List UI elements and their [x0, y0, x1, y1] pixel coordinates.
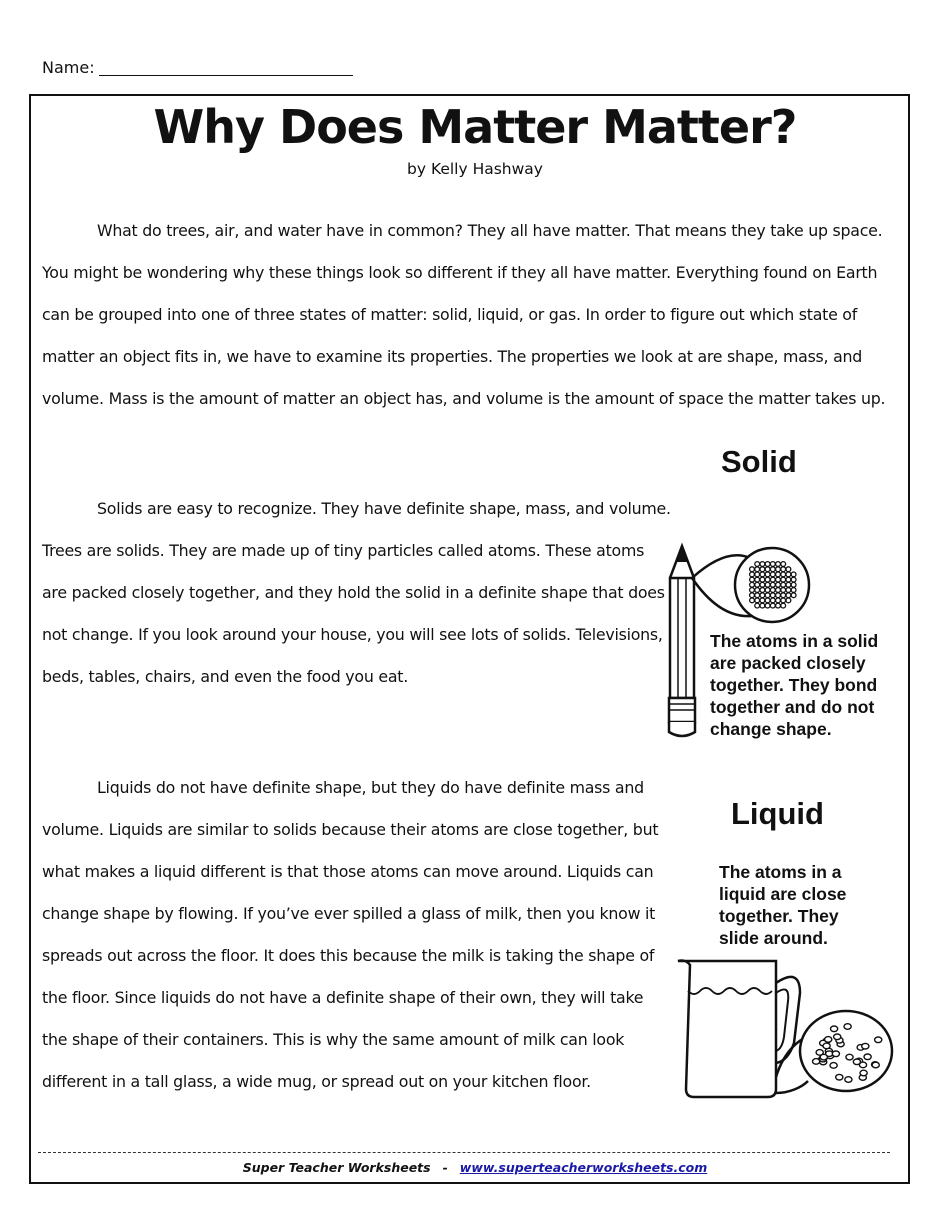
liquid-atom — [830, 1063, 837, 1069]
solid-atom — [776, 603, 781, 608]
solid-atom — [770, 562, 775, 567]
solid-atom — [760, 567, 765, 572]
solid-atom — [781, 562, 786, 567]
solid-atom — [755, 567, 760, 572]
solid-atom — [760, 562, 765, 567]
solid-atom — [786, 567, 791, 572]
solid-atom — [776, 567, 781, 572]
liquid-atom — [846, 1054, 853, 1060]
liquid-atom — [832, 1051, 839, 1057]
solid-atom — [791, 577, 796, 582]
liquid-atom — [831, 1026, 838, 1032]
solid-atom — [750, 598, 755, 603]
solid-atom — [781, 572, 786, 577]
solid-atom — [765, 593, 770, 598]
liquid-atom — [844, 1024, 851, 1030]
solid-atom — [770, 567, 775, 572]
paragraph-liquids: Liquids do not have definite shape, but they do have definite mass and volume. Liquids are similar to solids because their atoms are close together, but what makes a liquid different is that those atoms can move around. Liquids can change shape by flowing. If you’ve ever spilled a glass of milk, then you know it spreads out across the floor. It does this because the milk is taking the shape of the floor. Since liquids do not have a definite shape of their own, they will take the shape of their containers. This is why the same amount of milk can look different in a tall glass, a wide mug, or spread out on your kitchen floor. — [42, 778, 659, 1091]
footer-divider — [38, 1152, 890, 1153]
solid-atom — [765, 582, 770, 587]
solid-atom — [760, 598, 765, 603]
solid-atom — [791, 572, 796, 577]
solid-atom — [776, 593, 781, 598]
solid-caption-line: The atoms in a solid — [710, 631, 879, 651]
pitcher-icon — [672, 953, 912, 1103]
solid-atom — [750, 593, 755, 598]
solid-atom — [765, 567, 770, 572]
liquid-atom — [872, 1062, 879, 1068]
solid-atom — [770, 603, 775, 608]
solid-atom — [755, 582, 760, 587]
solid-atom — [776, 582, 781, 587]
solid-atom — [750, 582, 755, 587]
solid-atom — [781, 588, 786, 593]
solid-atom — [750, 567, 755, 572]
solid-atom — [755, 572, 760, 577]
solid-caption-line: together. They bond — [710, 675, 878, 695]
liquid-heading: Liquid — [731, 796, 824, 831]
liquid-caption-line: slide around. — [719, 928, 828, 948]
solid-atom — [781, 567, 786, 572]
byline: by Kelly Hashway — [407, 160, 543, 178]
liquid-atom — [820, 1054, 827, 1060]
solid-atom — [786, 582, 791, 587]
solid-caption — [710, 630, 878, 740]
liquid-atom — [845, 1077, 852, 1083]
liquid-atom — [864, 1054, 871, 1060]
solid-atom — [776, 562, 781, 567]
solid-atom — [760, 593, 765, 598]
solid-atom — [765, 562, 770, 567]
solid-caption-line: change shape. — [710, 719, 832, 739]
solid-atom — [781, 603, 786, 608]
liquid-caption — [719, 861, 846, 949]
solid-atom — [760, 577, 765, 582]
liquid-atom — [853, 1059, 860, 1065]
liquid-caption-line: together. They — [719, 906, 839, 926]
solid-atom — [765, 603, 770, 608]
solid-atom — [755, 562, 760, 567]
solid-atom — [755, 603, 760, 608]
solid-atom — [776, 572, 781, 577]
solid-atom — [760, 582, 765, 587]
paragraph-solids: Solids are easy to recognize. They have definite shape, mass, and volume. Trees are solids. They are made up of tiny particles called atoms. These atoms are packed closely together, and they hold the solid in a definite shape that does not change. If you look around your house, you will see lots of solids. Televisions, beds, tables, chairs, and even the food you eat. — [42, 499, 671, 686]
liquid-atom — [862, 1043, 869, 1049]
solid-atom — [770, 593, 775, 598]
liquid-atom — [823, 1043, 830, 1049]
liquid-atom — [875, 1037, 882, 1043]
solid-atom — [750, 588, 755, 593]
footer-link[interactable]: www.superteacherworksheets.com — [459, 1160, 708, 1175]
paragraph-intro: What do trees, air, and water have in common? They all have matter. That means they take up space. You might be wondering why these things look so different if they all have matter. Everything found on Earth can be grouped into one of three states of matter: solid, liquid, or gas. In order to figure out which state of matter an object fits in, we have to examine its properties. The properties we look at are shape, mass, and volume. Mass is the amount of matter an object has, and volume is the amount of space the matter takes up. — [42, 221, 886, 408]
solid-atom — [765, 572, 770, 577]
solid-atom — [776, 598, 781, 603]
solid-atom — [781, 598, 786, 603]
footer-separator: - — [442, 1160, 448, 1175]
solid-atom — [786, 593, 791, 598]
solid-atom — [765, 588, 770, 593]
solid-atom — [765, 598, 770, 603]
solid-atom — [770, 582, 775, 587]
solid-atom — [776, 577, 781, 582]
solid-atom — [776, 588, 781, 593]
solid-atom — [786, 577, 791, 582]
solid-atom — [755, 577, 760, 582]
liquid-caption-line: The atoms in a — [719, 862, 842, 882]
solid-atom — [755, 588, 760, 593]
solid-atom — [770, 577, 775, 582]
solid-atom — [791, 593, 796, 598]
page-title: Why Does Matter Matter? — [153, 100, 797, 154]
solid-atom — [770, 588, 775, 593]
solid-atom — [760, 603, 765, 608]
solid-caption-line: are packed closely — [710, 653, 866, 673]
footer-brand: Super Teacher Worksheets — [242, 1160, 431, 1175]
solid-atom — [750, 577, 755, 582]
footer — [0, 1160, 950, 1175]
solid-atom — [765, 577, 770, 582]
solid-atom — [791, 582, 796, 587]
solid-atom — [786, 572, 791, 577]
liquid-atom — [813, 1059, 820, 1065]
solid-atom — [786, 598, 791, 603]
solid-heading: Solid — [721, 444, 797, 479]
solid-atom — [781, 582, 786, 587]
liquid-atom — [860, 1070, 867, 1076]
solid-caption-line: together and do not — [710, 697, 875, 717]
name-line — [42, 58, 353, 77]
solid-atom — [781, 593, 786, 598]
solid-atom — [750, 572, 755, 577]
solid-atom — [786, 588, 791, 593]
liquid-caption-line: liquid are close — [719, 884, 847, 904]
solid-atom — [760, 572, 765, 577]
name-label: Name: — [42, 58, 95, 77]
liquid-atom — [825, 1037, 832, 1043]
liquid-atom — [836, 1074, 843, 1080]
solid-atom — [781, 577, 786, 582]
name-field[interactable] — [99, 59, 353, 76]
solid-atom — [791, 588, 796, 593]
solid-atom — [755, 598, 760, 603]
solid-atom — [760, 588, 765, 593]
solid-atom — [755, 593, 760, 598]
solid-atom — [770, 572, 775, 577]
solid-atom — [770, 598, 775, 603]
liquid-atom — [834, 1034, 841, 1040]
